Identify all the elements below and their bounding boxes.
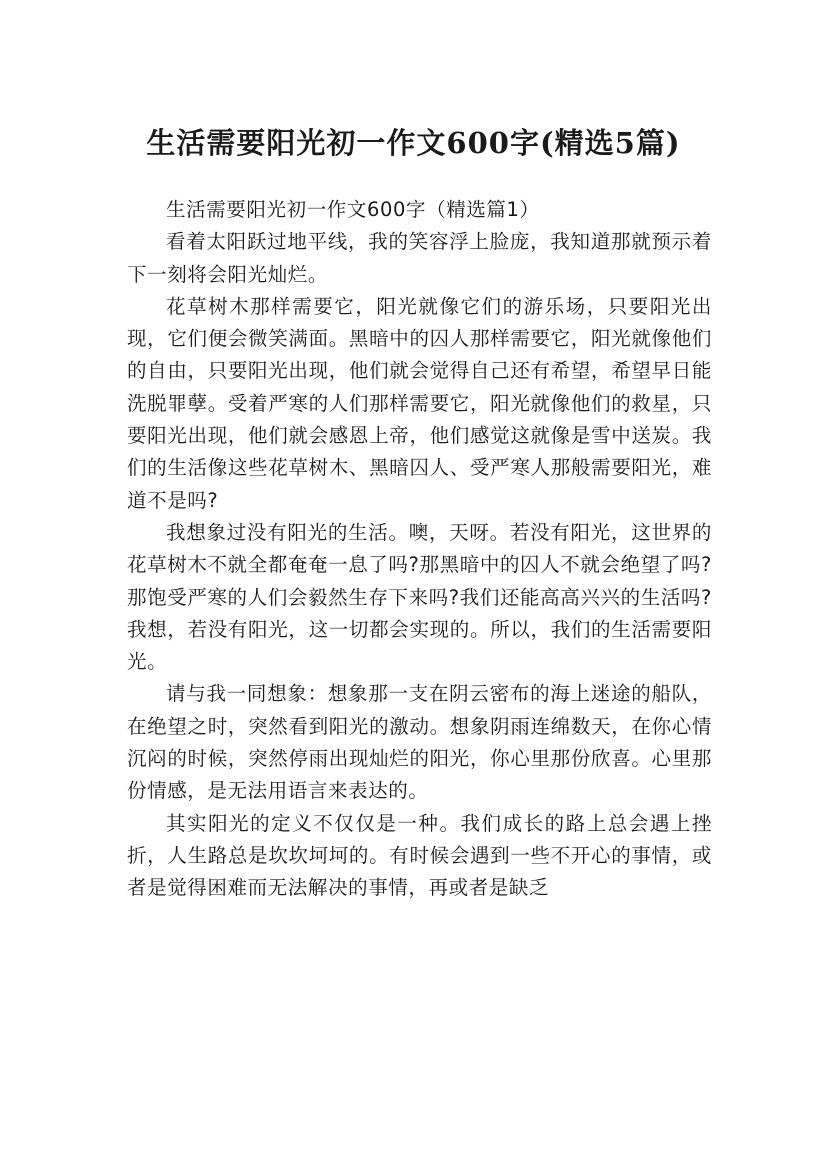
paragraph: 我想象过没有阳光的生活。噢，天呀。若没有阳光，这世界的花草树木不就全都奄奄一息了吗?那黑暗中的囚人不就会绝望了吗?那饱受严寒的人们会毅然生存下来吗?我们还能高高兴兴的生活吗?我想，若没有阳光，这一切都会实现的。所以，我们的生活需要阳光。 [127, 520, 712, 674]
document-title: 生活需要阳光初一作文600字(精选5篇) [146, 126, 681, 161]
paragraph: 花草树木那样需要它，阳光就像它们的游乐场，只要阳光出现，它们便会微笑满面。黑暗中的囚人那样需要它，阳光就像他们的自由，只要阳光出现，他们就会觉得自己还有希望，希望早日能洗脱罪孽。受着严寒的人们那样需要它，阳光就像他们的救星，只要阳光出现，他们就会感恩上帝，他们感觉这就像是雪中送炭。我们的生活像这些花草树木、黑暗囚人、受严寒人那般需要阳光，难道不是吗? [127, 294, 712, 512]
paragraph: 请与我一同想象：想象那一支在阴云密布的海上迷途的船队，在绝望之时，突然看到阳光的激动。想象阴雨连绵数天，在你心情沉闷的时候，突然停雨出现灿烂的阳光，你心里那份欣喜。心里那份情感，是无法用语言来表达的。 [127, 682, 712, 803]
document-body [127, 194, 712, 905]
paragraph: 看着太阳跃过地平线，我的笑容浮上脸庞，我知道那就预示着下一刻将会阳光灿烂。 [127, 230, 712, 286]
paragraph: 其实阳光的定义不仅仅是一种。我们成长的路上总会遇上挫折，人生路总是坎坎坷坷的。有时候会遇到一些不开心的事情，或者是觉得困难而无法解决的事情，再或者是缺乏 [127, 811, 712, 900]
section-heading: 生活需要阳光初一作文600字（精选篇1） [166, 198, 540, 221]
